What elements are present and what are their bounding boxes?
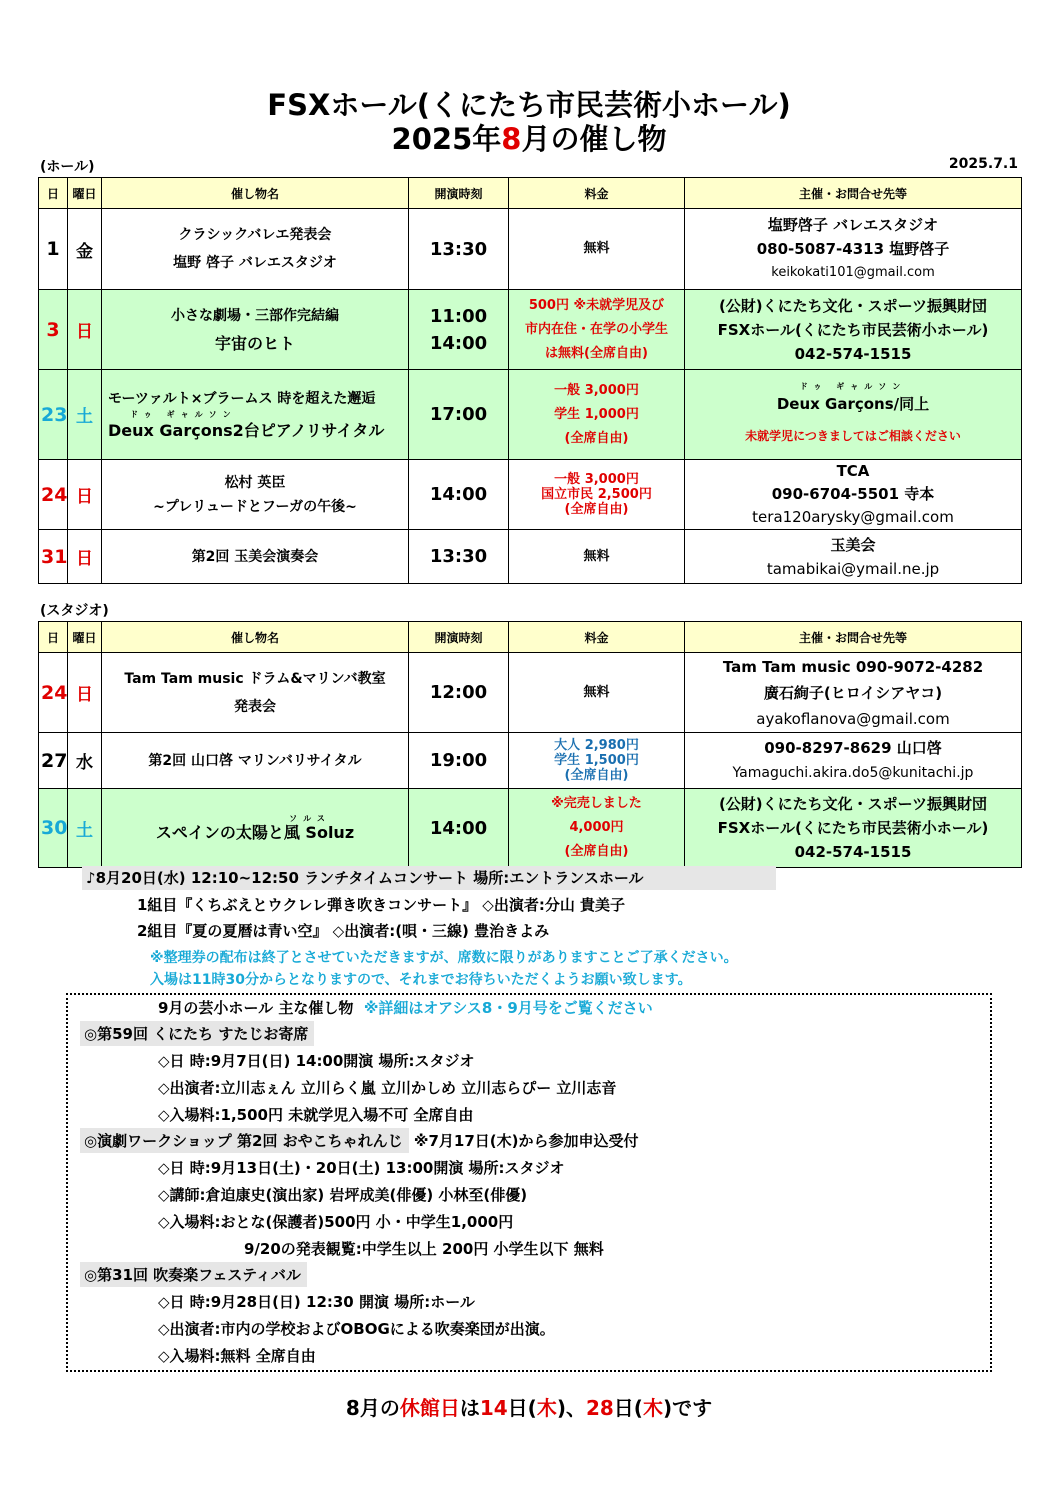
dow-cell: 日 — [68, 290, 102, 370]
table-row: 27 水 第2回 山口啓 マリンバリサイタル 19:00 大人 2,980円 学生 1,500円 (全席自由) 090-8297-8629 山口啓 Yamaguchi.akira.do5@kunitachi.jp — [39, 733, 1022, 789]
table-row: 1 金 クラシックバレエ発表会 塩野 啓子 バレエスタジオ 13:30 無料 塩野啓子 バレエスタジオ 080-5087-4313 塩野啓子 keikokati101@gmail.com — [39, 209, 1022, 290]
table-row: 23 土 モーツァルト×ブラームス 時を超えた邂逅 ドゥ ギャルソン Deux Garçons2台ピアノリサイタル 17:00 一般 3,000円 学生 1,000円 (全席自由) ドゥ ギャルソン Deux Garçons/同上 未就学児につきましてはご相談ください — [39, 370, 1022, 460]
lunch-concert-info: ♪8月20日(水) 12:10~12:50 ランチタイムコンサート 場所:エントランスホール — [82, 866, 776, 890]
dow-cell: 土 — [68, 789, 102, 868]
table-row: 24 日 Tam Tam music ドラム&マリンバ教室 発表会 12:00 無料 Tam Tam music 090-9072-4282 廣石絢子(ヒロイシアヤコ) ayakoflanova@gmail.com — [39, 653, 1022, 733]
col-dow: 曜日 — [68, 178, 102, 209]
event-title: ◎第31回 吹奏楽フェスティバル — [80, 1262, 307, 1287]
event-title: ◎演劇ワークショップ 第2回 おやこちゃれんじ ※7月17日(木)から参加申込受付 — [80, 1128, 639, 1153]
page-title: FSXホール(くにたち市民芸術小ホール) — [267, 88, 791, 122]
col-event: 催し物名 — [102, 178, 409, 209]
col-event: 催し物名 — [102, 622, 409, 653]
table-header — [39, 622, 1022, 653]
dow-cell: 日 — [68, 530, 102, 584]
table-row: 31 日 第2回 玉美会演奏会 13:30 無料 玉美会 tamabikai@ymail.ne.jp — [39, 530, 1022, 584]
studio-schedule-table — [38, 621, 1022, 868]
dow-cell: 日 — [68, 653, 102, 733]
issue-date: 2025.7.1 — [948, 156, 1018, 172]
lunch-note-2: 入場は11時30分からとなりますので、それまでお待ちいただくようお願い致します。 — [150, 972, 692, 988]
day-cell: 3 — [39, 290, 68, 370]
page-subtitle: 2025年8月の催し物 — [391, 122, 667, 156]
dow-cell: 日 — [68, 460, 102, 530]
hall-schedule-table — [38, 177, 1022, 584]
studio-section-label: (スタジオ) — [40, 603, 109, 619]
table-row: 3 日 小さな劇場・三部作完結編 宇宙のヒト 11:00 14:00 500円 ※未就学児及び 市内在住・在学の小学生 は無料(全席自由) (公財)くにたち文化・スポーツ振興財団 FSXホール(くにたち市民芸術小ホール) 042-574-1515 — [39, 290, 1022, 370]
table-row: 30 土 ソルス スペインの太陽と風 Soluz 14:00 ※完売しました 4,000円 (全席自由) (公財)くにたち文化・スポーツ振興財団 FSXホール(くにたち市民芸術小ホール) 042-574-1515 — [39, 789, 1022, 868]
day-cell: 31 — [39, 530, 68, 584]
lunch-performer-1: 1組目『くちぶえとウクレレ弾き吹きコンサート』 ◇出演者:分山 貴美子 — [137, 896, 626, 914]
col-fee: 料金 — [509, 622, 685, 653]
col-day: 日 — [39, 178, 68, 209]
box-title: 9月の芸小ホール 主な催し物 ※詳細はオアシス8・9月号をご覧ください — [158, 999, 653, 1017]
dow-cell: 金 — [68, 209, 102, 290]
col-org: 主催・お問合せ先等 — [685, 622, 1022, 653]
day-cell: 23 — [39, 370, 68, 460]
col-time: 開演時刻 — [409, 178, 509, 209]
lunch-note-1: ※整理券の配布は終了とさせていただきますが、席数に限りがありますことご了承ください。 — [150, 950, 738, 966]
table-row: 24 日 松村 英臣 ~プレリュードとフーガの午後~ 14:00 一般 3,000円 国立市民 2,500円 (全席自由) TCA 090-6704-5501 寺本 tera120arysky@gmail.com — [39, 460, 1022, 530]
dow-cell: 土 — [68, 370, 102, 460]
table-header — [39, 178, 1022, 209]
closed-days-notice: 8月の休館日は14日(木)、28日(木)です — [345, 1396, 713, 1420]
lunch-performer-2: 2組目『夏の夏暦は青い空』 ◇出演者:(唄・三線) 豊治きよみ — [137, 922, 550, 940]
col-day: 日 — [39, 622, 68, 653]
hall-section-label: (ホール) — [40, 159, 95, 175]
day-cell: 27 — [39, 733, 68, 789]
col-time: 開演時刻 — [409, 622, 509, 653]
day-cell: 24 — [39, 460, 68, 530]
dow-cell: 水 — [68, 733, 102, 789]
september-events-box: 9月の芸小ホール 主な催し物 ※詳細はオアシス8・9月号をご覧ください ◎第59回 くにたち すたじお寄席 ◇日 時:9月7日(日) 14:00開演 場所:スタジオ ◇出演者:立川志ぇん 立川らく嵐 立川かしめ 立川志らぴー 立川志音 ◇入場料:1,500円 未就学児入場不可 全席自由 ◎演劇ワークショップ 第2回 おやこちゃれんじ ※7月17日(木)から参加申込受付 ◇日 時:9月13日(土)・20日(土) 13:00開演 場所:スタジオ ◇講師:倉迫康史(演出家) 岩坪成美(俳優) 小林至(俳優) ◇入場料:おとな(保護者)500円 小・中学生1,000円 9/20の発表観覧:中学生以上 200円 小学生以下 無料 ◎第31回 吹奏楽フェスティバル ◇日 時:9月28日(日) 12:30 開演 場所:ホール ◇出演者:市内の学校およびOBOGによる吹奏楽団が出演。 ◇入場料:無料 全席自由 — [66, 993, 992, 1372]
day-cell: 24 — [39, 653, 68, 733]
day-cell: 30 — [39, 789, 68, 868]
col-dow: 曜日 — [68, 622, 102, 653]
col-fee: 料金 — [509, 178, 685, 209]
event-title: ◎第59回 くにたち すたじお寄席 — [80, 1021, 314, 1046]
day-cell: 1 — [39, 209, 68, 290]
col-org: 主催・お問合せ先等 — [685, 178, 1022, 209]
